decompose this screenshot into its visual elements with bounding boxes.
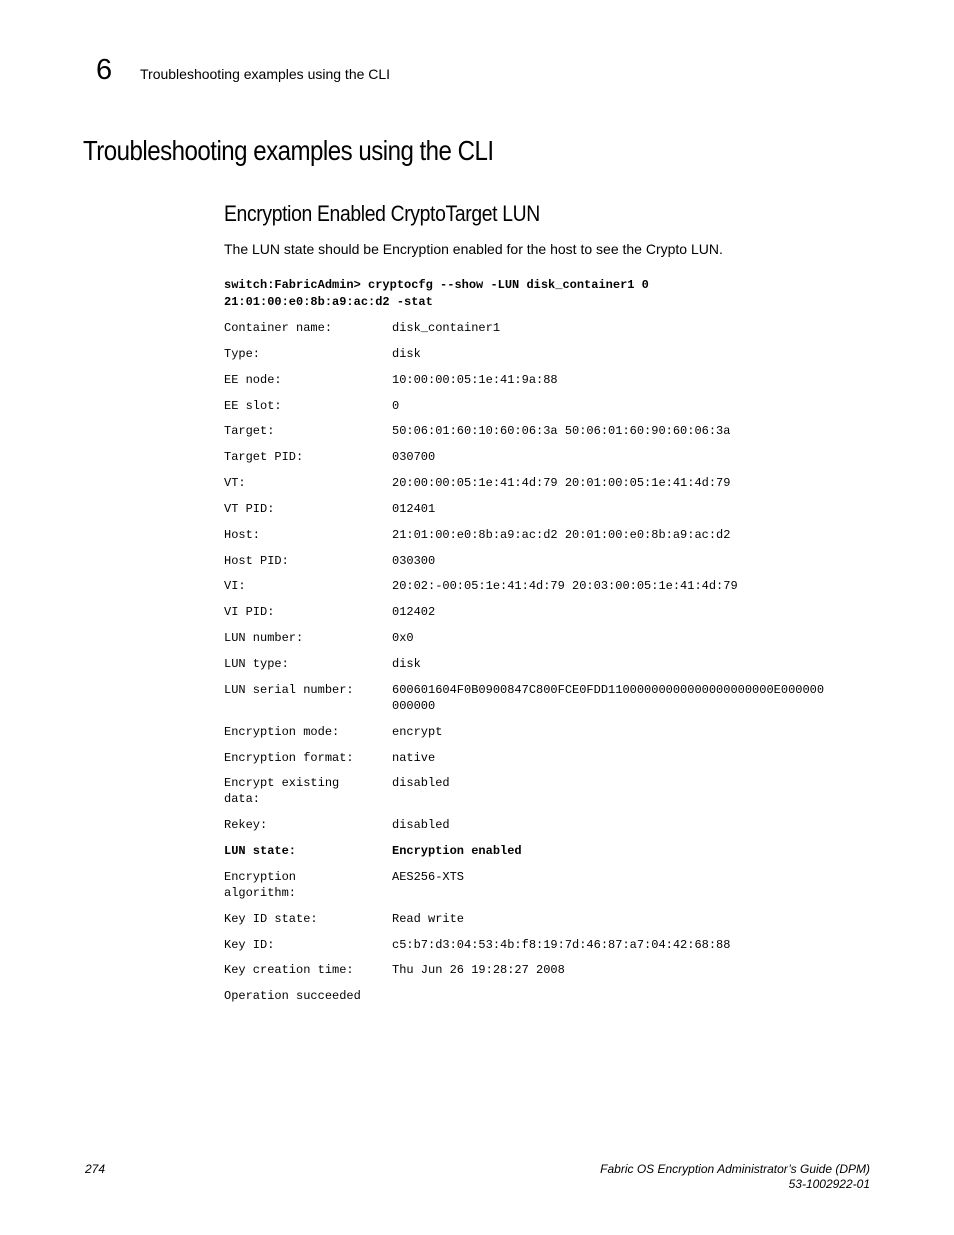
output-row-key-creation-time	[224, 962, 872, 988]
output-key-line: data:	[224, 792, 261, 807]
subsection-title: Encryption Enabled CryptoTarget LUN	[224, 201, 540, 226]
output-row-vi	[224, 578, 872, 604]
output-value: 030700	[392, 450, 436, 465]
output-key: Key ID:	[224, 937, 275, 952]
footer-document-number: 53-1002922-01	[788, 1177, 870, 1191]
output-status-text: Operation succeeded	[224, 989, 361, 1004]
footer-document-info	[600, 1162, 870, 1192]
output-value: 20:00:00:05:1e:41:4d:79 20:01:00:05:1e:41:4d:79	[392, 476, 731, 491]
output-key: VI PID:	[224, 605, 275, 620]
output-value: Read write	[392, 911, 465, 926]
chapter-number: 6	[96, 54, 113, 86]
intro-text-after: for the host to see the Crypto LUN.	[502, 241, 723, 257]
output-value: 0x0	[392, 631, 414, 646]
output-value	[392, 682, 872, 724]
footer-document-title: Fabric OS Encryption Administrator’s Guide (DPM)	[600, 1162, 870, 1176]
output-value: 030300	[392, 553, 436, 568]
page-number: 274	[85, 1162, 106, 1176]
output-row-ee-node	[224, 372, 872, 398]
output-value: encrypt	[392, 724, 443, 739]
output-value-line: 600601604F0B0900847C800FCE0FDD11000000000000000000000E000000	[392, 682, 825, 697]
output-value: disk_container1	[392, 321, 501, 335]
output-value: 012401	[392, 501, 436, 516]
output-key-line: Encryption	[224, 869, 297, 884]
output-key-line: Encrypt existing	[224, 776, 340, 791]
output-value: 0	[392, 398, 400, 413]
output-row-encryption-format	[224, 750, 872, 776]
output-value: disk	[392, 346, 421, 361]
output-row-lun-serial-number	[224, 682, 872, 724]
output-key: Host:	[224, 527, 261, 542]
output-key: Target PID:	[224, 450, 304, 465]
section-title: Troubleshooting examples using the CLI	[83, 135, 494, 166]
output-row-type	[224, 346, 872, 372]
intro-emphasis: Encryption enabled	[382, 241, 503, 257]
output-key	[224, 869, 392, 911]
output-row-ee-slot	[224, 398, 872, 424]
output-value: AES256-XTS	[392, 869, 465, 884]
output-row-encryption-mode	[224, 724, 872, 750]
output-key: LUN serial number:	[224, 682, 354, 697]
output-key: Key ID state:	[224, 911, 318, 926]
running-header-title: Troubleshooting examples using the CLI	[140, 66, 391, 82]
output-value: c5:b7:d3:04:53:4b:f8:19:7d:46:87:a7:04:42:68:88	[392, 937, 731, 952]
output-row-key-id	[224, 937, 872, 963]
output-key: LUN state:	[224, 844, 297, 859]
output-row-vt	[224, 475, 872, 501]
output-row-lun-state	[224, 843, 872, 869]
intro-paragraph	[224, 240, 723, 258]
output-key: EE slot:	[224, 398, 282, 413]
output-value-line: 000000	[392, 698, 436, 713]
output-row-key-id-state	[224, 911, 872, 937]
output-row-target-pid	[224, 449, 872, 475]
output-key: VT:	[224, 476, 246, 491]
output-key: VT PID:	[224, 501, 275, 516]
output-value: 50:06:01:60:10:60:06:3a 50:06:01:60:90:60:06:3a	[392, 424, 731, 439]
output-key: EE node:	[224, 372, 282, 387]
output-row-operation-status	[224, 988, 872, 1014]
output-key: LUN number:	[224, 631, 304, 646]
output-value: 20:02:-00:05:1e:41:4d:79 20:03:00:05:1e:41:4d:79	[392, 579, 738, 594]
output-value: 21:01:00:e0:8b:a9:ac:d2 20:01:00:e0:8b:a9:ac:d2	[392, 527, 731, 542]
output-row-lun-type	[224, 656, 872, 682]
output-value: Thu Jun 26 19:28:27 2008	[392, 963, 565, 978]
output-value: native	[392, 750, 436, 765]
output-key: VI:	[224, 579, 246, 594]
output-row-encryption-algorithm	[224, 869, 872, 911]
output-key	[224, 775, 392, 817]
output-row-vt-pid	[224, 501, 872, 527]
cli-command-line-1: switch:FabricAdmin> cryptocfg --show -LUN disk_container1 0	[224, 278, 649, 292]
output-key: Encryption format:	[224, 750, 354, 765]
cli-command	[224, 277, 649, 311]
output-key: Host PID:	[224, 553, 289, 568]
output-key: LUN type:	[224, 656, 289, 671]
intro-text-before: The LUN state should be	[224, 241, 383, 257]
output-key-line: algorithm:	[224, 885, 297, 900]
output-value: disk	[392, 656, 421, 671]
output-value: 10:00:00:05:1e:41:9a:88	[392, 372, 558, 387]
output-value: 012402	[392, 605, 436, 620]
cli-output-table	[224, 320, 872, 1014]
output-row-vi-pid	[224, 604, 872, 630]
output-key: Container name:	[224, 321, 333, 335]
output-key: Type:	[224, 346, 261, 361]
output-value: disabled	[392, 818, 450, 833]
output-value: Encryption enabled	[392, 844, 522, 859]
output-key: Target:	[224, 424, 275, 439]
output-row-host-pid	[224, 553, 872, 579]
output-row-target	[224, 423, 872, 449]
output-key: Rekey:	[224, 818, 268, 833]
output-value: disabled	[392, 776, 450, 791]
cli-command-line-2: 21:01:00:e0:8b:a9:ac:d2 -stat	[224, 295, 433, 309]
output-key: Encryption mode:	[224, 724, 340, 739]
output-row-container-name	[224, 320, 872, 346]
output-row-rekey	[224, 817, 872, 843]
output-key: Key creation time:	[224, 963, 354, 978]
output-row-host	[224, 527, 872, 553]
output-row-encrypt-existing-data	[224, 775, 872, 817]
output-row-lun-number	[224, 630, 872, 656]
